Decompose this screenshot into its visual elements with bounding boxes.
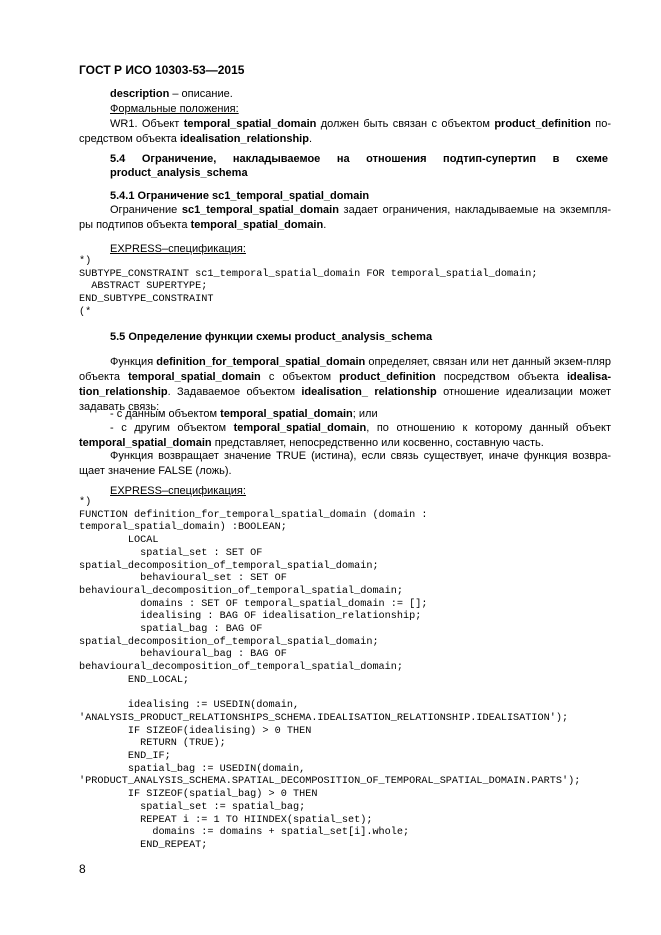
list-entity: temporal_spatial_domain (220, 408, 353, 420)
para-text: . (323, 219, 327, 231)
list-entity: temporal_spatial_domain (79, 437, 212, 449)
section-5-4-title-line2: product_analysis_schema (110, 167, 248, 179)
formal-label-text: Формальные положения: (110, 103, 239, 115)
express-code-block-1: *) SUBTYPE_CONSTRAINT sc1_temporal_spatial_domain FOR temporal_spatial_domain; ABSTRACT SUPERTYPE; END_SUBTYPE_CONSTRAINT (* (79, 256, 538, 318)
section-5-4-1-paragraph (79, 203, 611, 233)
description-line (79, 87, 611, 102)
wr1-entity: temporal_spatial_domain (183, 118, 317, 130)
section-5-5-paragraph-2: Функция возвращает значение TRUE (истина), если связь существует, иначе функция возвра-щает значение FALSE (ложь). (79, 450, 611, 477)
list-text: - с данным объектом (110, 408, 221, 420)
para-text: Ограничение (110, 204, 182, 216)
para-entity: temporal_spatial_domain (190, 219, 324, 231)
para-text: определяет, связан или нет данный экзем-пляр объекта (79, 356, 611, 383)
para-text: с объектом (260, 371, 340, 383)
para-entity: definition_for_temporal_spatial_domain (156, 356, 366, 368)
para-entity: idealisa-tion_relationship (79, 371, 611, 398)
express-label-text: EXPRESS–спецификация: (110, 243, 246, 255)
para-text: посредством объекта (435, 371, 567, 383)
para-entity: idealisation_ relationship (301, 386, 437, 398)
description-text: – описание. (169, 88, 233, 100)
wr1-text: должен быть связан с объектом (316, 118, 495, 130)
para-text: . Задаваемое объектом (167, 386, 302, 398)
wr1-rule (79, 117, 611, 147)
list-text: представляет, непосредственно или косвенно, составную часть. (211, 437, 544, 449)
para-entity: sc1_temporal_spatial_domain (181, 204, 339, 216)
list-entity: temporal_spatial_domain (233, 422, 367, 434)
para-text: Функция (110, 356, 157, 368)
express-label-text: EXPRESS–спецификация: (110, 485, 246, 497)
para-entity: temporal_spatial_domain (128, 371, 261, 383)
list-item-2 (79, 421, 611, 451)
list-text: ; или (352, 408, 378, 420)
para-text: задает ограничения, накладываемые на экземпля-ры подтипов объекта (79, 204, 612, 231)
list-text: , по отношению к которому данный объект (366, 422, 611, 434)
para-text: отношение идеализации может задавать связь: (79, 386, 611, 413)
wr1-text: . (308, 133, 313, 145)
wr1-text: WR1. Объект (110, 118, 184, 130)
section-5-4-title-line1: 5.4 Ограничение, накладываемое на отношения подтип-супертип в схеме (110, 153, 608, 165)
section-5-5-paragraph-1 (79, 355, 611, 415)
section-5-5-title: 5.5 Определение функции схемы product_analysis_schema (110, 331, 433, 343)
section-5-4-1-title: 5.4.1 Ограничение sc1_temporal_spatial_domain (110, 190, 370, 202)
wr1-text: по-средством объекта (79, 118, 611, 145)
formal-statements-label (79, 102, 611, 117)
para-entity: product_definition (339, 371, 436, 383)
list-item-1 (79, 407, 611, 422)
list-text: - с другим объектом (110, 422, 234, 434)
page-number: 8 (79, 862, 86, 876)
description-term: description (110, 88, 170, 100)
wr1-entity: idealisation_relationship (179, 133, 309, 145)
express-code-block-2: *) FUNCTION definition_for_temporal_spatial_domain (domain : temporal_spatial_domain) :BOOLEAN; LOCAL spatial_set : SET OF spatial_decomposition_of_temporal_spatial_domain; behavioural_set : SET OF behavioural_decomposition_of_temporal_spatial_domain; domains : SET OF temporal_spatial_domain := []; idealising : BAG OF idealisation_relationship; spatial_bag : BAG OF spatial_decomposition_of_temporal_spatial_domain; behavioural_bag : BAG OF behavioural_decomposition_of_temporal_spatial_domain; END_LOCAL; idealising := USEDIN(domain, 'ANALYSIS_PRODUCT_RELATIONSHIPS_SCHEMA.IDEALISATION_RELATIONSHIP.IDEALISATION'); IF SIZEOF(idealising) > 0 THEN RETURN (TRUE); END_IF; spatial_bag := USEDIN(domain, 'PRODUCT_ANALYSIS_SCHEMA.SPATIAL_DECOMPOSITION_OF_TEMPORAL_SPATIAL_DOMAIN.PARTS'); IF SIZEOF(spatial_bag) > 0 THEN spatial_set := spatial_bag; REPEAT i := 1 TO HIINDEX(spatial_set); domains := domains + spatial_set[i].whole; END_REPEAT; (79, 497, 581, 851)
wr1-entity: product_definition (494, 118, 591, 130)
express-label-1 (79, 242, 611, 257)
document-header: ГОСТ Р ИСО 10303-53—2015 (79, 63, 245, 77)
